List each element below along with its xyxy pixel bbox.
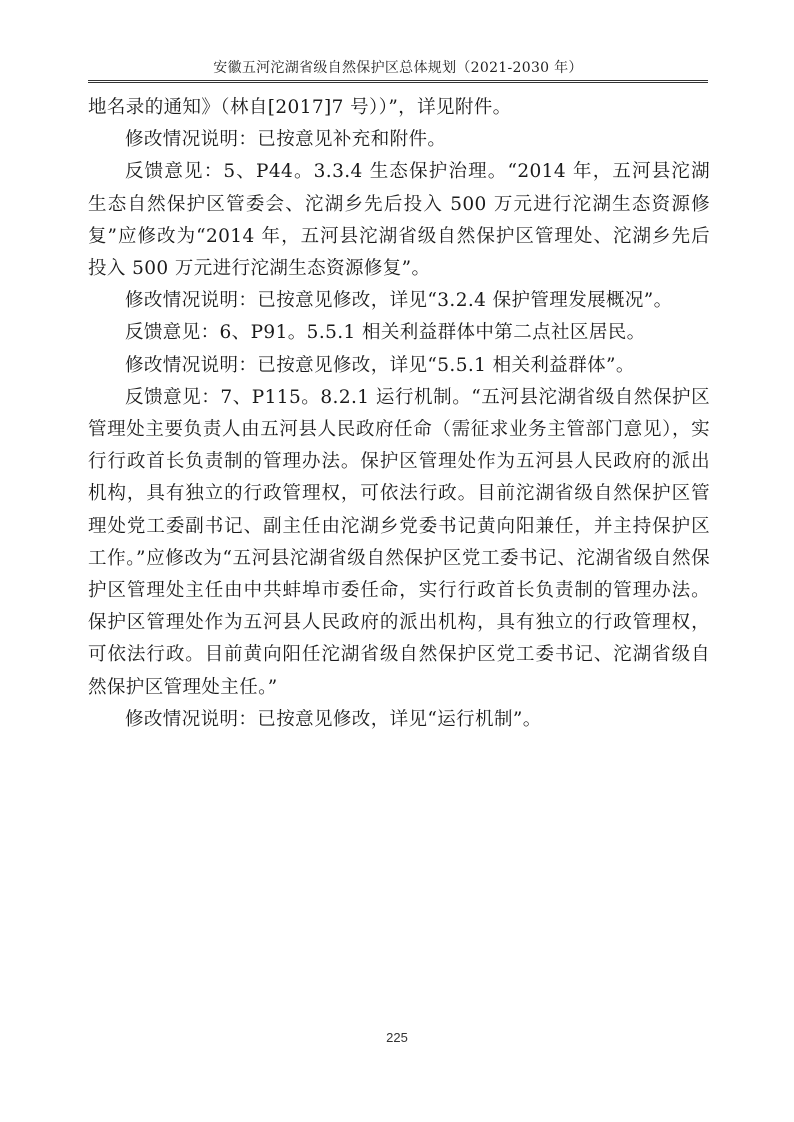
- running-header: 安徽五河沱湖省级自然保护区总体规划（2021-2030 年）: [213, 60, 583, 76]
- paragraph-feedback: 反馈意见：6、P91。5.5.1 相关利益群体中第二点社区居民。: [125, 322, 646, 344]
- paragraph-revision-note: 修改情况说明：已按意见修改，详见“5.5.1 相关利益群体”。: [125, 354, 635, 376]
- paragraph-revision-note: 修改情况说明：已按意见修改，详见“运行机制”。: [125, 708, 542, 730]
- paragraph-feedback: 反馈意见：7、P115。8.2.1 运行机制。“五河县沱湖省级自然保护区管理处主要负责人由五河县人民政府任命（需征求业务主管部门意见），实行行政首长负责制的管理办法。保护区管理处作为五河县人民政府的派出机构，具有独立的行政管理权，可依法行政。目前沱湖省级自然保护区管理处党工委副书记、副主任由沱湖乡党委书记黄向阳兼任，并主持保护区工作。”应修改为“五河县沱湖省级自然保护区党工委书记、沱湖省级自然保护区管理处主任由中共蚌埠市委任命，实行行政首长负责制的管理办法。保护区管理处作为五河县人民政府的派出机构，具有独立的行政管理权，可依法行政。目前黄向阳任沱湖省级自然保护区党工委书记、沱湖省级自然保护区管理处主任。”: [88, 386, 710, 698]
- page-number: 225: [386, 1030, 408, 1045]
- paragraph-continuation: 地名录的通知》（林自[2017]7 号））”，详见附件。: [88, 97, 512, 118]
- paragraph-feedback: 反馈意见：5、P44。3.3.4 生态保护治理。“2014 年，五河县沱湖生态自然保护区管委会、沱湖乡先后投入 500 万元进行沱湖生态资源修复”应修改为“2014 年，五河县沱湖省级自然保护区管理处、沱湖乡先后投入 500 万元进行沱湖生态资源修复”。: [88, 161, 710, 280]
- document-body: [88, 92, 710, 736]
- paragraph-revision-note: 修改情况说明：已按意见修改，详见“3.2.4 保护管理发展概况”。: [125, 290, 673, 312]
- header-divider: [88, 80, 708, 83]
- paragraph-revision-note: 修改情况说明：已按意见补充和附件。: [125, 129, 447, 151]
